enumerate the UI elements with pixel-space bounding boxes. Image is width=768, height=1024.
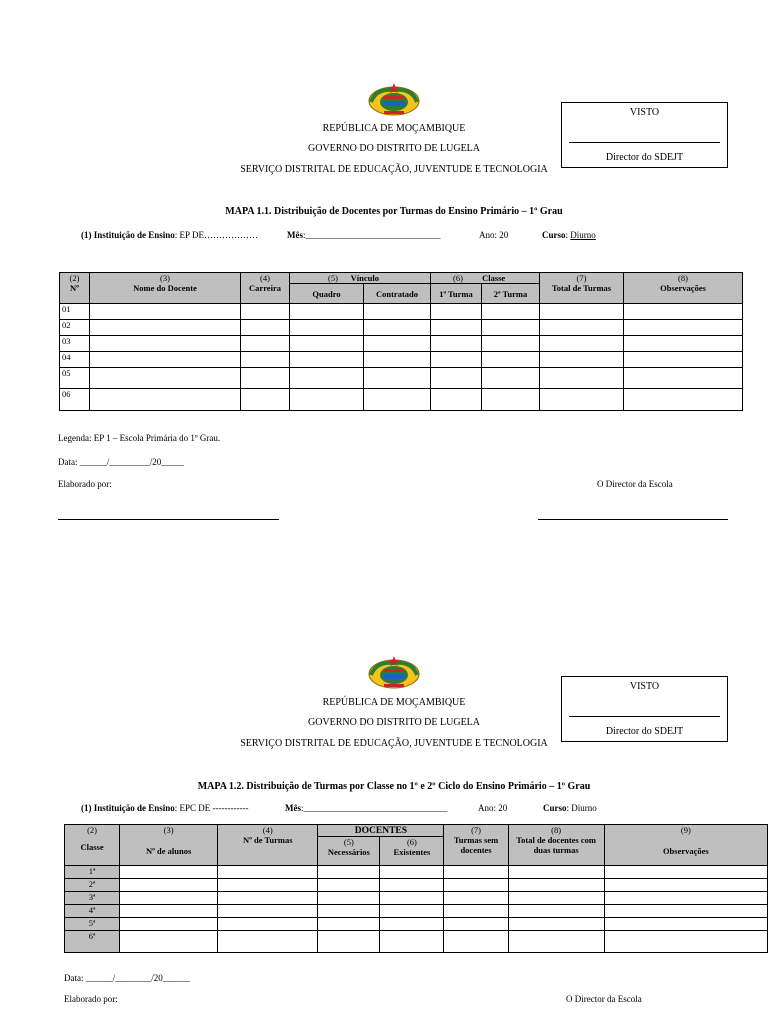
course-value[interactable]: : Diurno [566,803,597,813]
table-row [65,918,768,931]
table-cell[interactable] [380,866,444,879]
republic-line: REPÚBLICA DE MOÇAMBIQUE [322,697,466,708]
institution-value[interactable]: : EP DE……………… [174,230,258,240]
table-cell[interactable] [482,304,540,320]
republic-line: REPÚBLICA DE MOÇAMBIQUE [322,123,466,134]
table-cell[interactable] [604,918,767,931]
visto-signature-line [569,142,720,143]
institution-row [81,803,249,813]
table-cell[interactable] [364,352,431,368]
month-row [287,230,441,240]
institution-label: (1) Instituição de Ensino [81,803,175,813]
course-row [543,803,597,813]
table-cell[interactable] [604,879,767,892]
col-class-header: (6) Classe [431,273,540,284]
table-cell[interactable] [120,905,218,918]
table-cell[interactable] [90,304,241,320]
table-cell[interactable] [624,352,743,368]
table-cell[interactable] [444,918,508,931]
mozambique-emblem-icon [366,655,422,689]
service-line: SERVIÇO DISTRITAL DE EDUCAÇÃO, JUVENTUDE E TECNOLOGIA [240,164,548,175]
classes-table [64,824,768,953]
col-existing-header: (6) Existentes [380,837,444,866]
table-cell[interactable] [90,352,241,368]
table-cell[interactable] [380,879,444,892]
col-observations-header: (9) Observações [604,825,767,866]
table-cell[interactable] [604,905,767,918]
row-class: 6ª [65,931,120,953]
col-class-header: (2) Classe [65,825,120,866]
table-row [65,892,768,905]
table-cell[interactable] [120,879,218,892]
table-cell[interactable] [364,304,431,320]
col-first-class-header: 1ª Turma [431,284,482,304]
course-row: Curso: Diurno [542,230,596,240]
government-line: GOVERNO DO DISTRITO DE LUGELA [307,143,481,154]
table-cell[interactable] [290,336,364,352]
table-cell[interactable] [540,352,624,368]
table-cell[interactable] [318,892,380,905]
col-observations-header: (8) Observações [624,273,743,304]
month-row [285,803,448,813]
course-label: Curso [542,230,566,240]
institution-label: (1) Instituição de Ensino [81,230,175,240]
col-link-header: (5) Vínculo [290,273,431,284]
table-cell[interactable] [241,336,290,352]
table-cell[interactable] [540,389,624,411]
row-number: 03 [60,336,90,352]
visto-box [561,102,728,168]
col-classes-without-teachers-header: (7) Turmas sem docentes [444,825,508,866]
table-cell[interactable] [444,931,508,953]
map-title: MAPA 1.2. Distribuição de Turmas por Classe no 1º e 2º Ciclo do Ensino Primário – 1º Grau [197,781,591,792]
table-cell[interactable] [90,320,241,336]
col-teacher-name-header: (3) Nome do Docente [90,273,241,304]
visto-signature-line [569,716,720,717]
table-cell[interactable] [90,368,241,389]
table-cell[interactable] [218,918,318,931]
table-cell[interactable] [540,368,624,389]
table-cell[interactable] [444,879,508,892]
service-line: SERVIÇO DISTRITAL DE EDUCAÇÃO, JUVENTUDE E TECNOLOGIA [240,738,548,749]
table-cell[interactable] [482,336,540,352]
col-contratado-header: Contratado [364,284,431,304]
row-class: 5ª [65,918,120,931]
date-field[interactable]: Data: ______/________/20______ [64,973,190,983]
course-label: Curso [543,803,567,813]
table-cell[interactable] [482,352,540,368]
table-cell[interactable] [120,892,218,905]
row-class: 4ª [65,905,120,918]
table-cell[interactable] [508,879,604,892]
table-cell[interactable] [482,389,540,411]
col-career-header: (4) Carreira [241,273,290,304]
table-cell[interactable] [444,866,508,879]
month-value[interactable]: :________________________________ [301,803,448,813]
table-cell[interactable] [431,320,482,336]
table-cell[interactable] [624,368,743,389]
table-cell[interactable] [508,866,604,879]
table-cell[interactable] [508,905,604,918]
table-cell[interactable] [604,931,767,953]
table-cell[interactable] [241,320,290,336]
table-cell[interactable] [318,866,380,879]
table-cell[interactable] [624,320,743,336]
table-row [60,352,743,368]
table-cell[interactable] [444,905,508,918]
month-label: Mês [285,803,301,813]
month-value[interactable]: :______________________________ [303,230,441,240]
col-quadro-header: Quadro [290,284,364,304]
table-cell[interactable] [290,320,364,336]
col-classes-count-header: (4) Nº de Turmas [218,825,318,866]
date-field[interactable]: Data: ______/_________/20_____ [58,457,184,467]
table-cell[interactable] [290,389,364,411]
government-line: GOVERNO DO DISTRITO DE LUGELA [307,717,481,728]
table-row [60,320,743,336]
prepared-by-label: Elaborado por: [58,479,112,489]
table-row [65,905,768,918]
table-cell[interactable] [120,931,218,953]
table-cell[interactable] [290,352,364,368]
table-cell[interactable] [318,918,380,931]
table-cell[interactable] [508,931,604,953]
mozambique-emblem-icon [366,82,422,116]
table-cell[interactable] [380,918,444,931]
institution-row [81,230,258,240]
table-row [60,368,743,389]
col-teachers-header: DOCENTES [318,825,444,837]
col-students-header: (3) Nº de alunos [120,825,218,866]
table-cell[interactable] [290,368,364,389]
school-director-label: O Director da Escola [597,479,673,489]
row-number: 06 [60,389,90,411]
teachers-table [59,272,743,411]
table-cell[interactable] [540,320,624,336]
table-cell[interactable] [604,892,767,905]
table-cell[interactable] [431,389,482,411]
table-cell[interactable] [218,892,318,905]
visto-signer: Director do SDEJT [605,726,684,737]
table-cell[interactable] [90,336,241,352]
col-second-class-header: 2ª Turma [482,284,540,304]
table-row [65,866,768,879]
year-field[interactable]: Ano: 20 [478,803,508,813]
table-cell[interactable] [431,368,482,389]
table-cell[interactable] [241,304,290,320]
table-cell[interactable] [241,352,290,368]
table-cell[interactable] [218,866,318,879]
col-teachers-two-classes-header: (8) Total de docentes com duas turmas [508,825,604,866]
table-cell[interactable] [90,389,241,411]
table-cell[interactable] [624,336,743,352]
table-cell[interactable] [120,918,218,931]
table-cell[interactable] [444,892,508,905]
table-cell[interactable] [318,905,380,918]
table-cell[interactable] [482,320,540,336]
row-class: 1ª [65,866,120,879]
table-cell[interactable] [241,368,290,389]
col-number-header: (2) Nº [60,273,90,304]
director-signature-line[interactable] [538,519,728,520]
table-cell[interactable] [218,931,318,953]
table-cell[interactable] [482,368,540,389]
table-row [60,389,743,411]
row-class: 3ª [65,892,120,905]
table-cell[interactable] [218,905,318,918]
table-cell[interactable] [624,389,743,411]
col-total-classes-header: (7) Total de Turmas [540,273,624,304]
row-number: 01 [60,304,90,320]
visto-title: VISTO [629,107,660,118]
table-cell[interactable] [508,918,604,931]
row-number: 05 [60,368,90,389]
table-cell[interactable] [431,304,482,320]
table-row [65,931,768,953]
table-row [60,304,743,320]
prepared-by-signature-line[interactable] [58,519,279,520]
table-cell[interactable] [624,304,743,320]
table-row [60,336,743,352]
course-value[interactable]: Diurno [570,230,596,240]
col-needed-header: (5) Necessários [318,837,380,866]
table-cell[interactable] [364,320,431,336]
visto-title: VISTO [629,681,660,692]
visto-signer: Director do SDEJT [605,152,684,163]
table-cell[interactable] [508,892,604,905]
month-label: Mês [287,230,303,240]
year-field[interactable]: Ano: 20 [479,230,509,240]
table-cell[interactable] [380,892,444,905]
table-cell[interactable] [431,336,482,352]
legend-text: Legenda: EP 1 – Escola Primária do 1º Grau. [58,433,221,443]
table-cell[interactable] [318,931,380,953]
table-cell[interactable] [364,368,431,389]
table-cell[interactable] [364,389,431,411]
table-cell[interactable] [364,336,431,352]
prepared-by-label: Elaborado por: [64,994,118,1004]
row-class: 2ª [65,879,120,892]
map-title: MAPA 1.1. Distribuição de Docentes por Turmas do Ensino Primário – 1º Grau [225,206,563,217]
row-number: 04 [60,352,90,368]
table-cell[interactable] [431,352,482,368]
table-cell[interactable] [120,866,218,879]
table-cell[interactable] [380,931,444,953]
table-cell[interactable] [604,866,767,879]
visto-box [561,676,728,742]
institution-value[interactable]: : EPC DE ------------ [174,803,249,813]
row-number: 02 [60,320,90,336]
table-row [65,879,768,892]
table-cell[interactable] [241,389,290,411]
table-cell[interactable] [380,905,444,918]
table-cell[interactable] [540,336,624,352]
table-cell[interactable] [290,304,364,320]
table-cell[interactable] [218,879,318,892]
table-cell[interactable] [540,304,624,320]
table-cell[interactable] [318,879,380,892]
school-director-label: O Director da Escola [566,994,642,1004]
